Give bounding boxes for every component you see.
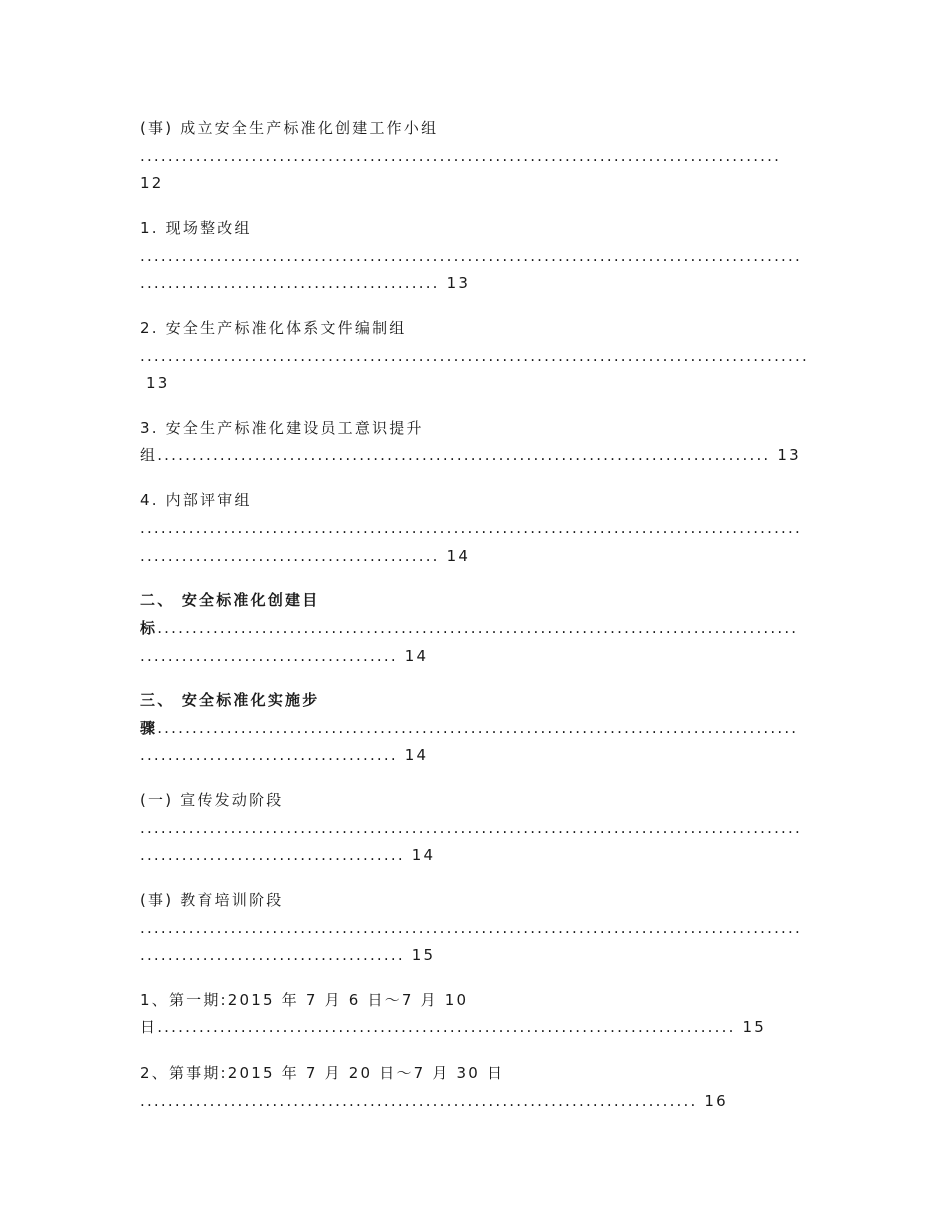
- toc-entry-title: 2、第事期:2015 年 7 月 20 日～7 月 30 日: [140, 1064, 505, 1082]
- toc-leader-line: [140, 745, 428, 765]
- toc-page-number: 16: [704, 1092, 728, 1110]
- toc-page-number: 13: [446, 274, 471, 292]
- toc-leader-dots: ............................................................................................: [157, 719, 799, 737]
- toc-leader-line: [140, 845, 435, 865]
- toc-leader-line: [140, 273, 470, 293]
- toc-leader-line: [140, 445, 801, 465]
- toc-leader-dots: ......................................: [140, 946, 405, 964]
- toc-entry-title: 1. 现场整改组: [140, 219, 252, 237]
- toc-entry-title-continued: 组: [140, 446, 158, 464]
- toc-leader-line: [140, 718, 798, 738]
- toc-page-number: 14: [404, 647, 429, 665]
- toc-page-number: 14: [411, 846, 436, 864]
- toc-leader-line: [140, 646, 428, 666]
- toc-leader-dots: ...............................................................................................: [140, 247, 802, 265]
- toc-leader-dots: ................................................................................: [140, 1092, 698, 1110]
- toc-page-number: 14: [404, 746, 429, 764]
- toc-leader-dots: .....................................: [140, 647, 398, 665]
- toc-leader-dots: ............................................................................................: [157, 619, 799, 637]
- toc-entry-title-continued: 骤: [140, 719, 158, 737]
- toc-entry-title: 2. 安全生产标准化体系文件编制组: [140, 319, 407, 337]
- toc-entry-title: (事) 教育培训阶段: [140, 891, 284, 909]
- toc-leader-dots: ...........................................: [140, 547, 440, 565]
- toc-leader-dots: .....................................: [140, 746, 398, 764]
- toc-page-number: 13: [146, 374, 170, 392]
- toc-leader-dots: ........................................................................................: [157, 446, 771, 464]
- toc-entry-title: 三、 安全标准化实施步: [140, 691, 320, 709]
- toc-page-number: 15: [742, 1018, 767, 1036]
- toc-leader-line: [140, 1017, 766, 1037]
- toc-leader-dots: ......................................: [140, 846, 405, 864]
- toc-page-number: 13: [777, 446, 801, 464]
- toc-page-number: 14: [446, 547, 471, 565]
- toc-leader-dots: ...............................................................................................: [140, 819, 802, 837]
- toc-leader-line: [140, 546, 470, 566]
- toc-entry-title: (一) 宣传发动阶段: [140, 791, 284, 809]
- toc-leader-dots: ................................................................................................: [140, 347, 809, 365]
- toc-page-number: 15: [411, 946, 436, 964]
- toc-leader-dots: ...............................................................................................: [140, 919, 802, 937]
- toc-leader-line: [140, 1091, 728, 1111]
- toc-entry-title: 4. 内部评审组: [140, 491, 252, 509]
- toc-page-number: 12: [140, 174, 164, 192]
- toc-leader-dots: ...........................................: [140, 274, 440, 292]
- toc-leader-dots: ............................................................................................: [140, 147, 782, 165]
- toc-entry-title: (事) 成立安全生产标准化创建工作小组: [140, 119, 439, 137]
- toc-entry-title-continued: 标: [140, 619, 158, 637]
- toc-leader-dots: ...................................................................................: [157, 1018, 736, 1036]
- toc-entry-title: 3. 安全生产标准化建设员工意识提升: [140, 419, 424, 437]
- toc-leader-line: [140, 945, 435, 965]
- toc-entry-title-continued: 日: [140, 1018, 158, 1036]
- toc-entry-title: 二、 安全标准化创建目: [140, 591, 320, 609]
- toc-leader-dots: ...............................................................................................: [140, 519, 802, 537]
- toc-entry-title: 1、第一期:2015 年 7 月 6 日～7 月 10: [140, 991, 469, 1009]
- toc-leader-line: [140, 618, 798, 638]
